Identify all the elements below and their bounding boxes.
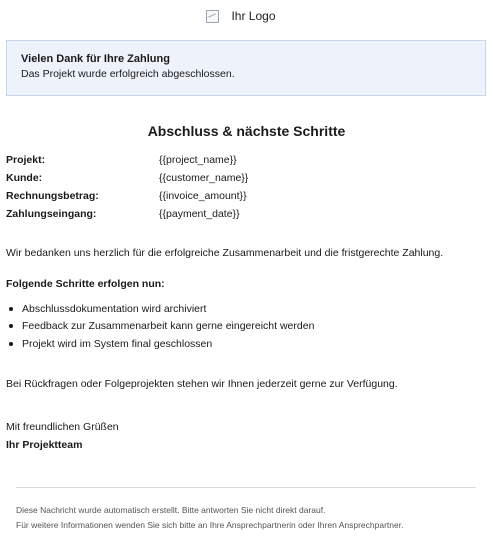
footer-line-1: Diese Nachricht wurde automatisch erstellt. Bitte antworten Sie nicht direkt darauf.: [16, 505, 326, 515]
closing-greeting: Mit freundlichen Grüßen: [6, 421, 119, 433]
thanks-paragraph: Wir bedanken uns herzlich für die erfolgreiche Zusammenarbeit und die fristgerechte Zahlung.: [6, 247, 444, 259]
detail-value: {{payment_date}}: [159, 208, 240, 220]
detail-value: {{invoice_amount}}: [159, 190, 247, 202]
steps-list: [6, 300, 314, 353]
list-item-text: Feedback zur Zusammenarbeit kann gerne eingereicht werden: [22, 320, 315, 333]
detail-row-customer: [6, 169, 248, 187]
list-item-text: Projekt wird im System final geschlossen: [22, 337, 213, 350]
detail-row-payment-date: [6, 205, 248, 223]
payment-notice-box: [6, 40, 486, 96]
detail-label: Kunde:: [6, 172, 43, 184]
list-item: [6, 335, 314, 353]
logo-header: [0, 9, 493, 27]
broken-image-icon: [205, 9, 219, 23]
detail-label: Projekt:: [6, 154, 46, 166]
bullet-icon: [9, 324, 13, 328]
section-heading: Abschluss & nächste Schritte: [147, 123, 346, 139]
list-item: [6, 300, 314, 318]
logo: [205, 9, 275, 23]
detail-value: {{project_name}}: [159, 154, 237, 166]
list-item-text: Abschlussdokumentation wird archiviert: [22, 302, 207, 315]
notice-text: Das Projekt wurde erfolgreich abgeschlossen.: [21, 68, 235, 80]
bullet-icon: [9, 307, 13, 311]
notice-title: Vielen Dank für Ihre Zahlung: [21, 53, 170, 65]
bullet-icon: [9, 342, 13, 346]
list-item: [6, 318, 314, 336]
steps-title: Folgende Schritte erfolgen nun:: [6, 278, 165, 290]
footer-line-2: Für weitere Informationen wenden Sie sich bitte an Ihre Ansprechpartnerin oder Ihren Ansprechpartner.: [16, 520, 404, 530]
project-details: [6, 151, 248, 223]
detail-value: {{customer_name}}: [159, 172, 249, 184]
detail-row-invoice-amount: [6, 187, 248, 205]
signature: Ihr Projektteam: [6, 439, 83, 451]
detail-row-project: [6, 151, 248, 169]
detail-label: Zahlungseingang:: [6, 208, 97, 220]
detail-label: Rechnungsbetrag:: [6, 190, 99, 202]
footer-divider: [16, 487, 476, 488]
contact-paragraph: Bei Rückfragen oder Folgeprojekten stehen wir Ihnen jederzeit gerne zur Verfügung.: [6, 378, 398, 390]
logo-alt-text: Ihr Logo: [231, 9, 276, 23]
